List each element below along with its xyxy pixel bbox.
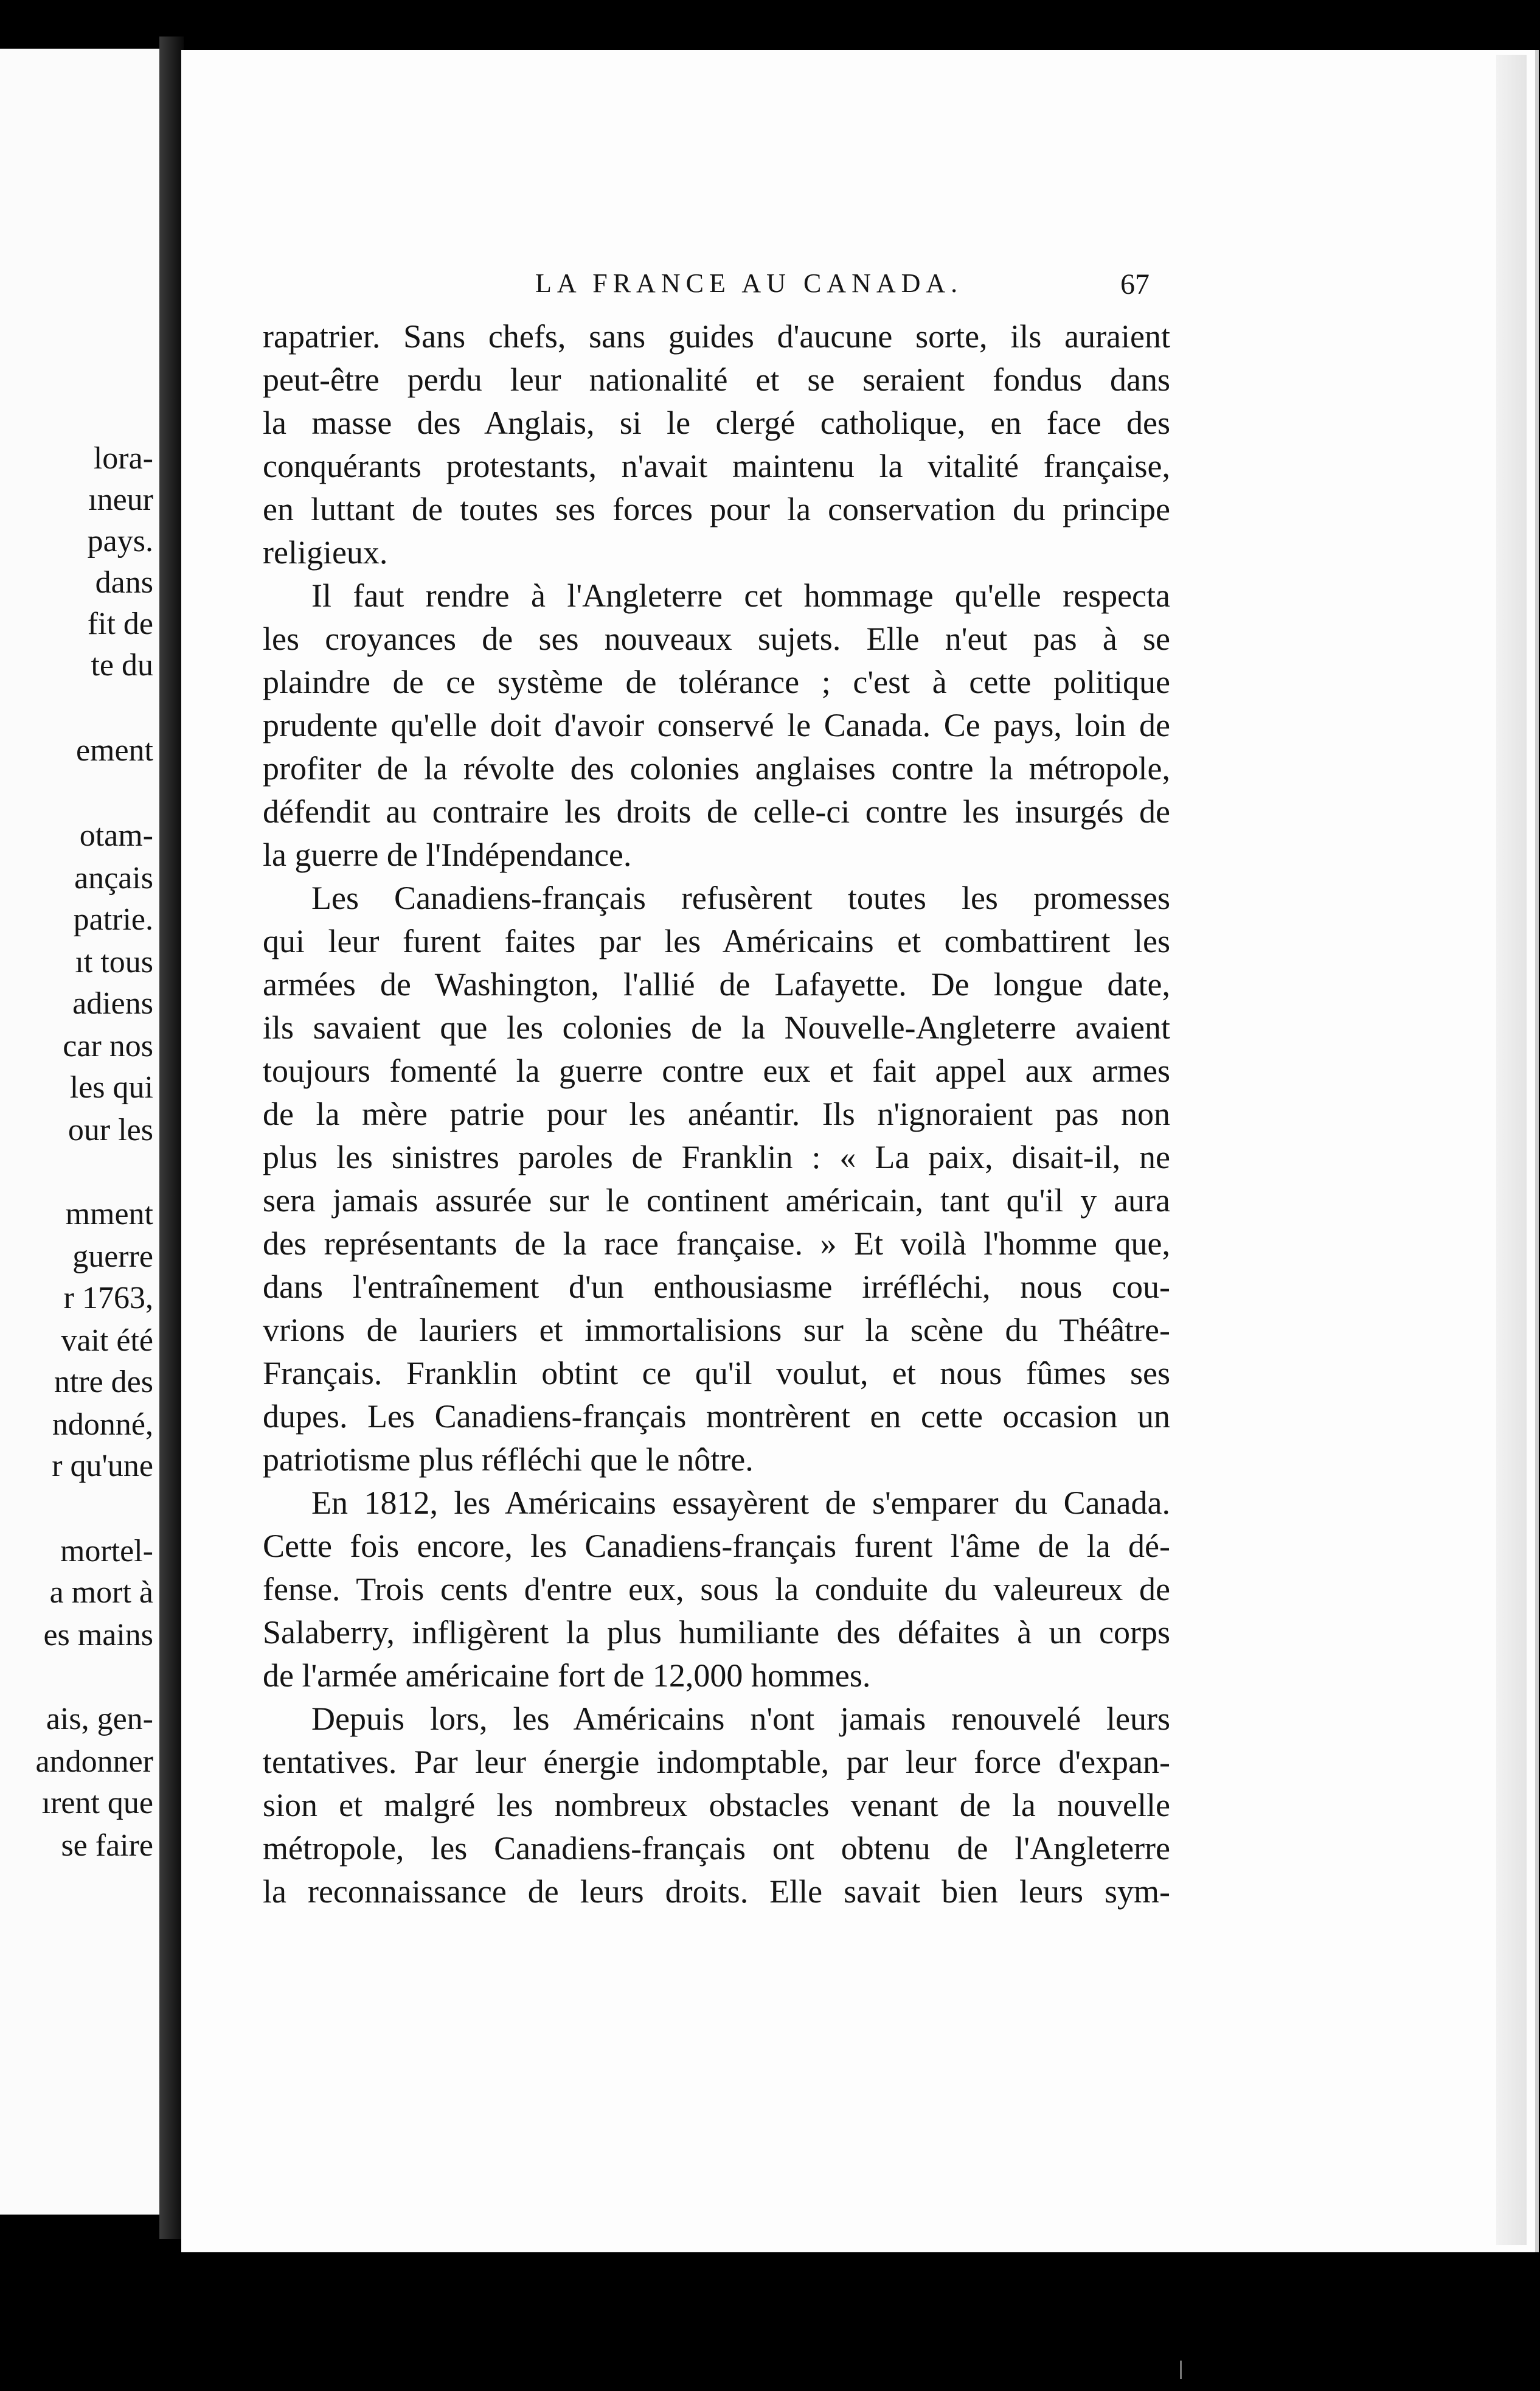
previous-page-line: r 1763, <box>63 1281 153 1315</box>
text-line: peut-être perdu leur nationalité et se seraient fondus dans <box>263 361 1170 398</box>
previous-page-line: a mort à <box>49 1575 153 1610</box>
text-line: qui leur furent faites par les Américains et combattirent les <box>263 923 1170 959</box>
previous-page-line: vait été <box>61 1323 153 1358</box>
text-line: défendit au contraire les droits de celle-ci contre les insurgés de <box>263 793 1170 830</box>
scan-mark <box>1180 2361 1182 2379</box>
text-line: plaindre de ce système de tolérance ; c'est à cette politique <box>263 664 1170 700</box>
text-line: armées de Washington, l'allié de Lafayette. De longue date, <box>263 966 1170 1003</box>
text-line: Depuis lors, les Américains n'ont jamais renouvelé leurs <box>311 1700 1170 1737</box>
text-line: Français. Franklin obtint ce qu'il voulut, et nous fûmes ses <box>263 1355 1170 1391</box>
previous-page-line: pays. <box>87 524 153 559</box>
text-line: des représentants de la race française. » Et voilà l'homme que, <box>263 1225 1170 1262</box>
text-line: conquérants protestants, n'avait maintenu la vitalité française, <box>263 448 1170 484</box>
previous-page-line: guerre <box>72 1239 153 1274</box>
previous-page-line: r qu'une <box>52 1449 153 1483</box>
previous-page-line: andonner <box>35 1744 153 1779</box>
text-line: En 1812, les Américains essayèrent de s'emparer du Canada. <box>311 1484 1170 1521</box>
text-line: religieux. <box>263 534 388 571</box>
previous-page-line: ntre des <box>54 1365 153 1399</box>
text-line: Les Canadiens-français refusèrent toutes les promesses <box>311 880 1170 916</box>
previous-page-line: mortel- <box>60 1534 153 1568</box>
text-line: sion et malgré les nombreux obstacles venant de la nouvelle <box>263 1787 1170 1823</box>
text-line: les croyances de ses nouveaux sujets. Elle n'eut pas à se <box>263 621 1170 657</box>
text-line: patriotisme plus réfléchi que le nôtre. <box>263 1441 754 1478</box>
text-line: ils savaient que les colonies de la Nouvelle-Angleterre avaient <box>263 1009 1170 1046</box>
previous-page-line: se faire <box>61 1828 153 1863</box>
previous-page-line: adiens <box>72 986 153 1021</box>
text-line: sera jamais assurée sur le continent américain, tant qu'il y aura <box>263 1182 1170 1219</box>
page-edge <box>1496 55 1527 2245</box>
previous-page-line: les qui <box>69 1070 153 1105</box>
previous-page-line: car nos <box>63 1029 153 1063</box>
previous-page-line: our les <box>68 1113 153 1147</box>
text-line: tentatives. Par leur énergie indomptable, par leur force d'expan- <box>263 1744 1170 1780</box>
text-line: de l'armée américaine fort de 12,000 hommes. <box>263 1657 871 1694</box>
text-line: toujours fomenté la guerre contre eux et fait appel aux armes <box>263 1053 1170 1089</box>
text-line: Salaberry, infligèrent la plus humiliante des défaites à un corps <box>263 1614 1170 1651</box>
previous-page-fragment <box>0 49 159 2215</box>
text-line: la masse des Anglais, si le clergé catholique, en face des <box>263 405 1170 441</box>
page-body-text <box>263 315 1170 1913</box>
previous-page-line: fit de <box>87 607 153 641</box>
text-line: la guerre de l'Indépendance. <box>263 837 632 873</box>
previous-page-line: ıneur <box>88 482 153 517</box>
book-gutter <box>159 37 184 2239</box>
text-line: dans l'entraînement d'un enthousiasme irréfléchi, nous cou- <box>263 1269 1170 1305</box>
previous-page-line: mment <box>65 1197 153 1231</box>
text-line: prudente qu'elle doit d'avoir conservé le Canada. Ce pays, loin de <box>263 707 1170 743</box>
text-line: de la mère patrie pour les anéantir. Ils n'ignoraient pas non <box>263 1096 1170 1132</box>
previous-page-line: ırent que <box>41 1786 153 1820</box>
text-line: fense. Trois cents d'entre eux, sous la conduite du valeureux de <box>263 1571 1170 1607</box>
text-line: en luttant de toutes ses forces pour la conservation du principe <box>263 491 1170 527</box>
text-line: métropole, les Canadiens-français ont obtenu de l'Angleterre <box>263 1830 1170 1867</box>
previous-page-line: ançais <box>74 861 153 896</box>
text-line: rapatrier. Sans chefs, sans guides d'aucune sorte, ils auraient <box>263 318 1170 355</box>
text-line: Cette fois encore, les Canadiens-français furent l'âme de la dé- <box>263 1528 1170 1564</box>
text-line: Il faut rendre à l'Angleterre cet hommage qu'elle respecta <box>311 577 1170 614</box>
previous-page-line: es mains <box>43 1618 153 1652</box>
text-line: plus les sinistres paroles de Franklin : « La paix, disait-il, ne <box>263 1139 1170 1175</box>
text-line: la reconnaissance de leurs droits. Elle savait bien leurs sym- <box>263 1873 1170 1910</box>
previous-page-line: patrie. <box>73 902 153 937</box>
previous-page-line: dans <box>95 565 153 600</box>
previous-page-line: ais, gen- <box>46 1702 153 1736</box>
previous-page-line: ıt tous <box>75 945 153 980</box>
previous-page-line: lora- <box>93 441 153 476</box>
previous-page-line: otam- <box>79 818 153 853</box>
text-line: profiter de la révolte des colonies anglaises contre la métropole, <box>263 750 1170 787</box>
page-number: 67 <box>1120 268 1150 301</box>
previous-page-line: ement <box>75 733 153 768</box>
previous-page-line: te du <box>91 648 153 683</box>
text-line: vrions de lauriers et immortalisions sur la scène du Théâtre- <box>263 1312 1170 1348</box>
running-head: LA FRANCE AU CANADA. <box>535 268 963 298</box>
text-line: dupes. Les Canadiens-français montrèrent en cette occasion un <box>263 1398 1170 1435</box>
previous-page-line: ndonné, <box>52 1407 153 1442</box>
